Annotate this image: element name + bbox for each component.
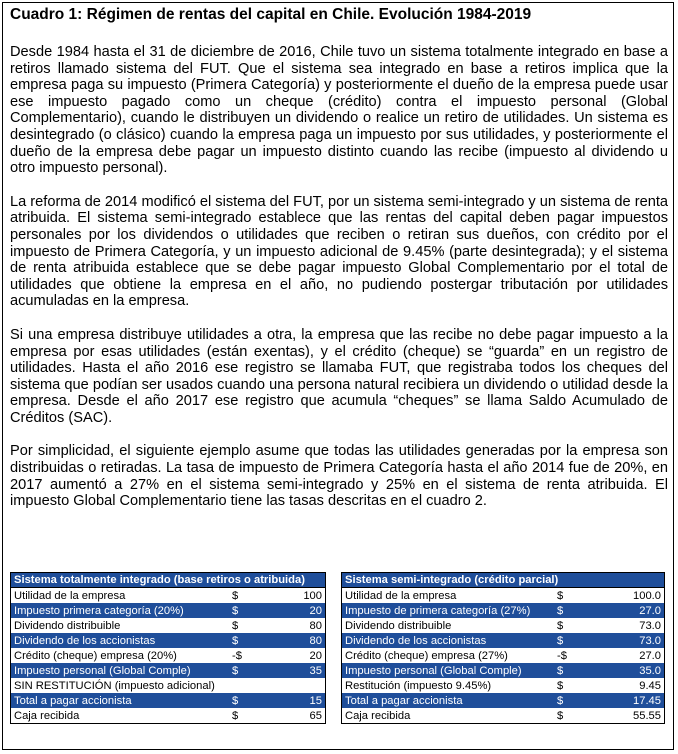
row-currency: $: [554, 618, 616, 633]
row-currency: $: [229, 708, 291, 724]
row-label: Total a pagar accionista: [11, 693, 230, 708]
paragraph: Si una empresa distribuye utilidades a otra, la empresa que las recibe no debe pagar impuesto a la empresa por esas utilidades (están exentas), y el crédito (cheque) se “guarda” en un registro de utilidades. Hasta el año 2016 ese registro se llamaba FUT, que registraba todos los cheques del sistema que podían ser usados cuando una persona natural recibiera un dividendo o utilidad desde la empresa. Desde el año 2017 ese registro que acumula “cheques” se llama Saldo Acumulado de Créditos (SAC).: [10, 326, 668, 426]
document-title: Cuadro 1: Régimen de rentas del capital en Chile. Evolución 1984-2019: [10, 6, 532, 23]
table-row: [11, 633, 326, 648]
row-label: Caja recibida: [11, 708, 230, 724]
row-currency: $: [554, 693, 616, 708]
row-value: 80: [291, 618, 326, 633]
row-label: Utilidad de la empresa: [11, 588, 230, 604]
row-label: Crédito (cheque) empresa (27%): [342, 648, 555, 663]
paragraph: La reforma de 2014 modificó el sistema del FUT, por un sistema semi-integrado y un sistema de renta atribuida. El sistema semi-integrado establece que las rentas del capital deben pagar impuestos personales por los dividendos o utilidades que reciben o retiran sus dueños, con crédito por el impuesto de Primera Categoría, y un impuesto adicional de 9.45% (parte desintegrada); y el sistema de renta atribuida establece que se debe pagar impuesto Global Complementario por el total de utilidades que obtiene la empresa en el año, no pudiendo postergar tributación por utilidades acumuladas en la empresa.: [10, 193, 668, 310]
row-value: 15: [291, 693, 326, 708]
paragraph: Desde 1984 hasta el 31 de diciembre de 2016, Chile tuvo un sistema totalmente integrado en base a retiros llamado sistema del FUT. Que el sistema sea integrado en base a retiros implica que la empresa paga su impuesto (Primera Categoría) y posteriormente el dueño de la empresa puede usar ese impuesto pagado como un cheque (crédito) contra el impuesto personal (Global Complementario), cuando le distribuyen un dividendo o realice un retiro de utilidades. Un sistema es desintegrado (o clásico) cuando la empresa paga un impuesto por sus utilidades, y posteriormente el dueño de la empresa debe pagar un impuesto distinto cuando las recibe (impuesto al dividendo u otro impuesto personal).: [10, 44, 668, 177]
row-currency: $: [229, 618, 291, 633]
row-currency: $: [554, 588, 616, 604]
row-value: 73.0: [616, 618, 665, 633]
row-currency: [229, 678, 291, 693]
row-label: Utilidad de la empresa: [342, 588, 555, 604]
row-value: 65: [291, 708, 326, 724]
row-currency: $: [554, 708, 616, 724]
table-row: [342, 693, 665, 708]
row-value: 27.0: [616, 603, 665, 618]
table-row: [342, 678, 665, 693]
row-value: 73.0: [616, 633, 665, 648]
table-row: [11, 663, 326, 678]
row-value: 100.0: [616, 588, 665, 604]
row-currency: $: [554, 663, 616, 678]
row-label: Dividendo de los accionistas: [11, 633, 230, 648]
table-row: [342, 648, 665, 663]
row-label: Impuesto personal (Global Comple): [342, 663, 555, 678]
table-row: [11, 588, 326, 604]
table-semi-integrated-system: [341, 572, 665, 724]
row-label: Crédito (cheque) empresa (20%): [11, 648, 230, 663]
row-label: Dividendo distribuible: [11, 618, 230, 633]
row-label: Dividendo distribuible: [342, 618, 555, 633]
table-row: [11, 648, 326, 663]
table-header: Sistema totalmente integrado (base retiros o atribuida): [11, 573, 326, 588]
table-row: [342, 618, 665, 633]
row-currency: -$: [554, 648, 616, 663]
row-label: Impuesto de primera categoría (27%): [342, 603, 555, 618]
row-currency: $: [229, 633, 291, 648]
table-header: Sistema semi-integrado (crédito parcial): [342, 573, 665, 588]
row-value: 35: [291, 663, 326, 678]
body-text: [10, 44, 668, 527]
row-currency: $: [229, 588, 291, 604]
row-label: SIN RESTITUCIÓN (impuesto adicional): [11, 678, 230, 693]
row-value: 80: [291, 633, 326, 648]
row-value: 55.55: [616, 708, 665, 724]
row-label: Total a pagar accionista: [342, 693, 555, 708]
row-value: 20: [291, 648, 326, 663]
row-value: 9.45: [616, 678, 665, 693]
table-row: [11, 603, 326, 618]
table-row: [11, 708, 326, 724]
row-label: Caja recibida: [342, 708, 555, 724]
table-row: [342, 663, 665, 678]
row-label: Restitución (impuesto 9.45%): [342, 678, 555, 693]
table-row: [11, 618, 326, 633]
paragraph: Por simplicidad, el siguiente ejemplo asume que todas las utilidades generadas por la empresa son distribuidas o retiradas. La tasa de impuesto de Primera Categoría hasta el año 2014 fue de 20%, en 2017 aumentó a 27% en el sistema semi-integrado y 25% en el sistema de renta atribuida. El impuesto Global Complementario tiene las tasas descritas en el cuadro 2.: [10, 443, 668, 510]
row-value: [291, 678, 326, 693]
table-row: [342, 588, 665, 604]
row-label: Impuesto personal (Global Comple): [11, 663, 230, 678]
row-value: 35.0: [616, 663, 665, 678]
row-currency: $: [229, 693, 291, 708]
table-row: [342, 633, 665, 648]
row-currency: $: [554, 678, 616, 693]
row-currency: $: [229, 603, 291, 618]
row-value: 17.45: [616, 693, 665, 708]
row-label: Dividendo de los accionistas: [342, 633, 555, 648]
table-row: [342, 708, 665, 724]
row-value: 27.0: [616, 648, 665, 663]
table-row: [11, 693, 326, 708]
table-row: [11, 678, 326, 693]
row-currency: -$: [229, 648, 291, 663]
table-row: [342, 603, 665, 618]
row-currency: $: [554, 633, 616, 648]
table-integrated-system: [10, 572, 326, 724]
row-label: Impuesto primera categoría (20%): [11, 603, 230, 618]
row-value: 20: [291, 603, 326, 618]
row-value: 100: [291, 588, 326, 604]
row-currency: $: [554, 603, 616, 618]
row-currency: $: [229, 663, 291, 678]
